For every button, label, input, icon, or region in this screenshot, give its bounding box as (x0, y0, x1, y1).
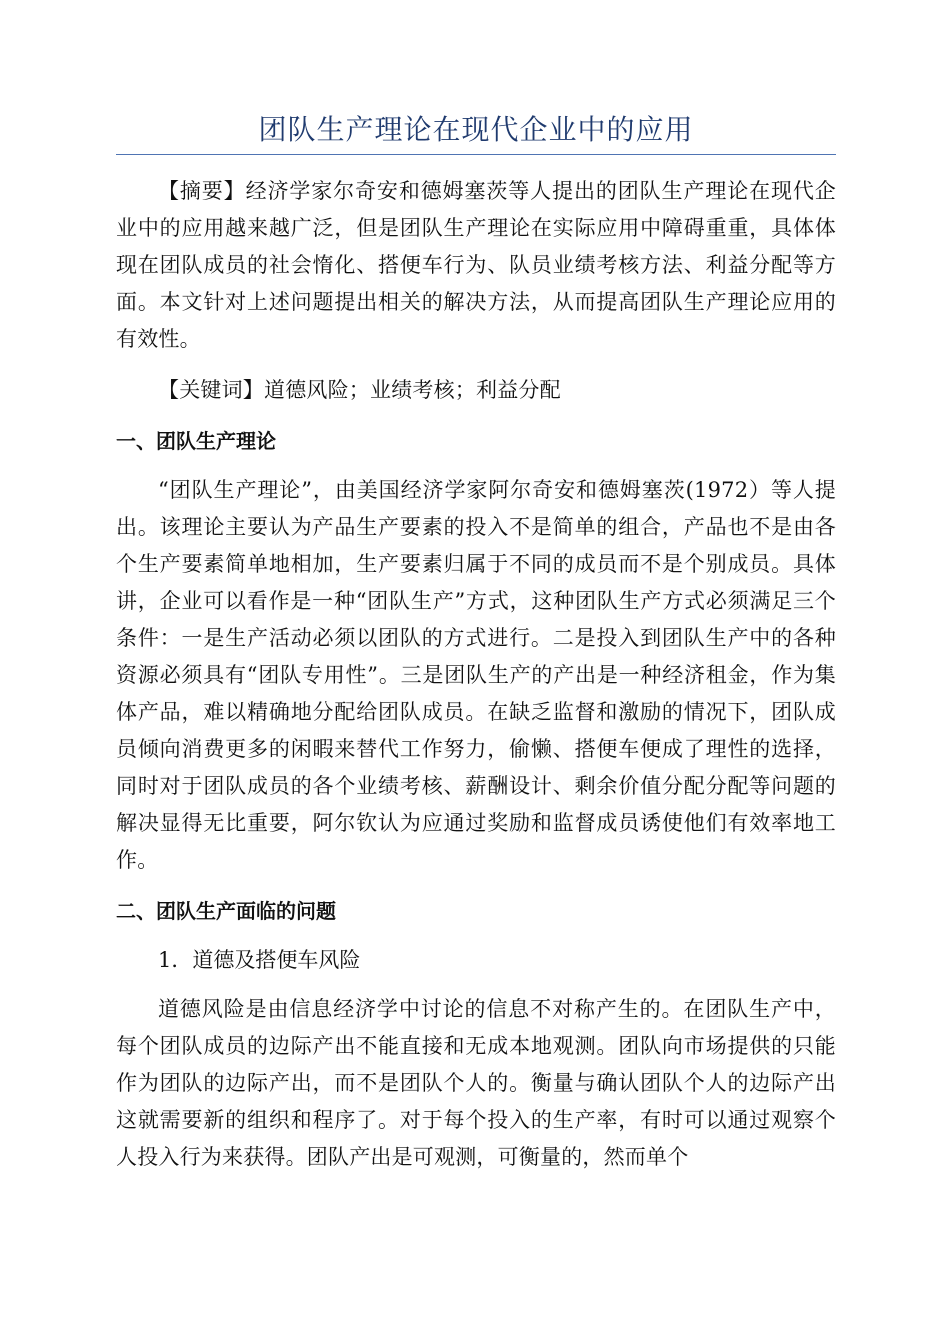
keywords-paragraph: 【关键词】道德风险；业绩考核；利益分配 (158, 378, 561, 402)
section-1-body: “团队生产理论”，由美国经济学家阿尔奇安和德姆塞茨(1972）等人提出。该理论主要认为产品生产要素的投入不是简单的组合，产品也不是由各个生产要素简单地相加，生产要素归属于不同的成员而不是个别成员。具体讲，企业可以看作是一种“团队生产”方式，这种团队生产方式必须满足三个条件：一是生产活动必须以团队的方式进行。二是投入到团队生产中的各种资源必须具有“团队专用性”。三是团队生产的产出是一种经济租金，作为集体产品，难以精确地分配给团队成员。在缺乏监督和激励的情况下，团队成员倾向消费更多的闲暇来替代工作努力，偷懒、搭便车便成了理性的选择，同时对于团队成员的各个业绩考核、薪酬设计、剩余价值分配分配等问题的解决显得无比重要，阿尔钦认为应通过奖励和监督成员诱使他们有效率地工作。 (116, 478, 836, 872)
abstract-paragraph: 【摘要】经济学家尔奇安和德姆塞茨等人提出的团队生产理论在现代企业中的应用越来越广泛，但是团队生产理论在实际应用中障碍重重，具体体现在团队成员的社会惰化、搭便车行为、队员业绩考核方法、利益分配等方面。本文针对上述问题提出相关的解决方法，从而提高团队生产理论应用的有效性。 (116, 179, 836, 351)
document-title: 团队生产理论在现代企业中的应用 (116, 108, 836, 155)
section-2-body: 道德风险是由信息经济学中讨论的信息不对称产生的。在团队生产中，每个团队成员的边际产出不能直接和无成本地观测。团队向市场提供的只能作为团队的边际产出，而不是团队个人的。衡量与确认团队个人的边际产出这就需要新的组织和程序了。对于每个投入的生产率，有时可以通过观察个人投入行为来获得。团队产出是可观测，可衡量的，然而单个 (116, 997, 836, 1169)
section-1-heading: 一、团队生产理论 (116, 429, 276, 453)
document-page (116, 108, 836, 1176)
section-2-heading: 二、团队生产面临的问题 (116, 899, 336, 923)
section-2-subheading: 1．道德及搭便车风险 (158, 948, 361, 972)
